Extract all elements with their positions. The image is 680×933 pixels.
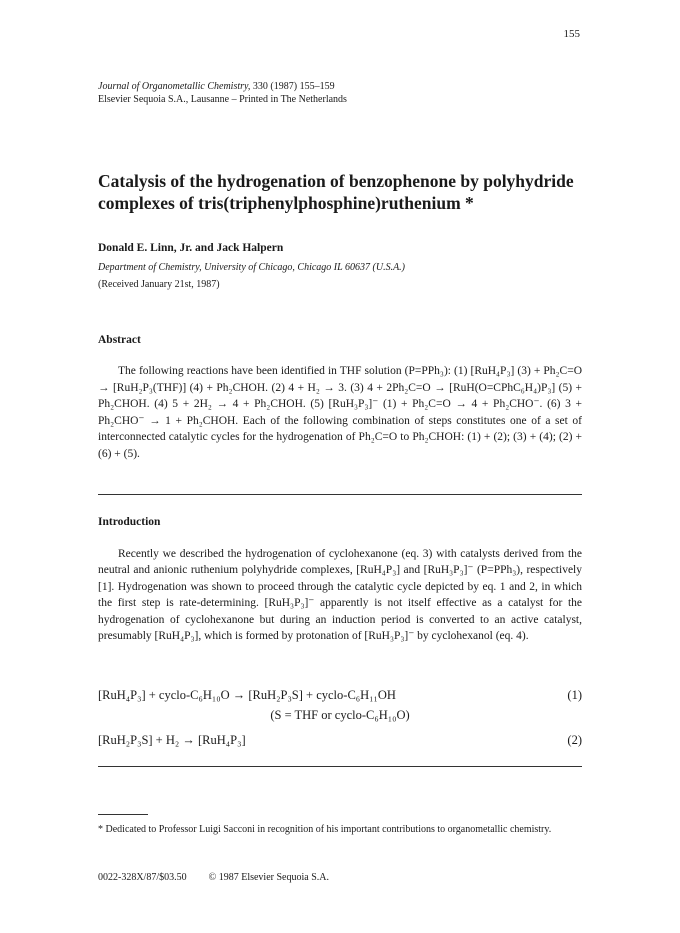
copyright-notice: © 1987 Elsevier Sequoia S.A. <box>208 872 329 883</box>
section-divider <box>98 766 582 767</box>
publisher-line: Elsevier Sequoia S.A., Lausanne – Printed in The Netherlands <box>98 94 347 105</box>
journal-volume: 330 (1987) 155–159 <box>250 81 335 92</box>
page-footer <box>98 872 329 883</box>
equation-1-condition: (S = THF or cyclo-C₆H₁₀O) <box>270 708 410 722</box>
authors: Donald E. Linn, Jr. and Jack Halpern <box>98 242 284 254</box>
abstract-body <box>98 363 582 463</box>
introduction-body <box>98 546 582 644</box>
footnote: * Dedicated to Professor Luigi Sacconi in recognition of his important contributions to organometallic chemistry. <box>98 824 552 835</box>
abstract-paragraph: The following reactions have been identified in THF solution (P=PPh₃): (1) [RuH₄P₃] (3) + Ph₂C=O → [RuH₂P₃(THF)] (4) + Ph₂CHOH. (2) 4 + H₂ → 3. (3) 4 + 2Ph₂C=O → [RuH(O=CPhC₆H₄)P₃] (5) + Ph₂CHOH. (4) 5 + 2H₂ → 4 + Ph₂CHOH. (5) [RuH₃P₃]⁻ (1) + Ph₂C=O → 4 + Ph₂CHO⁻. (6) 3 + Ph₂CHO⁻ → 1 + Ph₂CHOH. Each of the following combination of steps constitutes one of a set of interconnected catalytic cycles for the hydrogenation of Ph₂C=O to Ph₂CHOH: (1) + (2); (3) + (4); (2) + (6) + (5). <box>98 365 582 460</box>
journal-header <box>98 80 347 106</box>
section-divider <box>98 494 582 495</box>
equation-2-expression: [RuH₂P₃S] + H₂ → [RuH₄P₃] <box>98 733 246 747</box>
received-date: (Received January 21st, 1987) <box>98 279 220 290</box>
article-title <box>98 170 588 214</box>
journal-name: Journal of Organometallic Chemistry, <box>98 81 251 92</box>
equation-2-number: (2) <box>567 733 582 747</box>
equation-1-number: (1) <box>567 688 582 702</box>
introduction-heading: Introduction <box>98 516 161 528</box>
equation-2 <box>98 733 582 751</box>
footnote-rule <box>98 814 148 815</box>
introduction-paragraph: Recently we described the hydrogenation of cyclohexanone (eq. 3) with catalysts derived from the neutral and anionic ruthenium polyhydride complexes, [RuH₄P₃] and [RuH₃P₃]⁻ (P=PPh₃), respectively [1]. Hydrogenation was shown to proceed through the catalytic cycle depicted by eq. 1 and 2, in which the first step is rate-determining. [RuH₃P₃]⁻ apparently is not itself effective as a catalyst for the hydrogenation of cyclohexanone but during an induction period is converted to an active catalyst, presumably [RuH₄P₃], which is formed by protonation of [RuH₃P₃]⁻ by cyclohexanol (eq. 4). <box>98 548 582 643</box>
abstract-heading: Abstract <box>98 334 141 346</box>
page-number: 155 <box>563 28 580 40</box>
equation-1-expression: [RuH₄P₃] + cyclo-C₆H₁₀O → [RuH₂P₃S] + cyclo-C₆H₁₁OH <box>98 688 396 702</box>
equation-1 <box>98 688 582 706</box>
title-line-2: complexes of tris(triphenylphosphine)ruthenium * <box>98 193 474 213</box>
issn-code: 0022-328X/87/$03.50 <box>98 872 187 883</box>
title-line-1: Catalysis of the hydrogenation of benzophenone by polyhydride <box>98 171 574 191</box>
journal-citation <box>98 80 347 93</box>
affiliation: Department of Chemistry, University of Chicago, Chicago IL 60637 (U.S.A.) <box>98 262 406 273</box>
